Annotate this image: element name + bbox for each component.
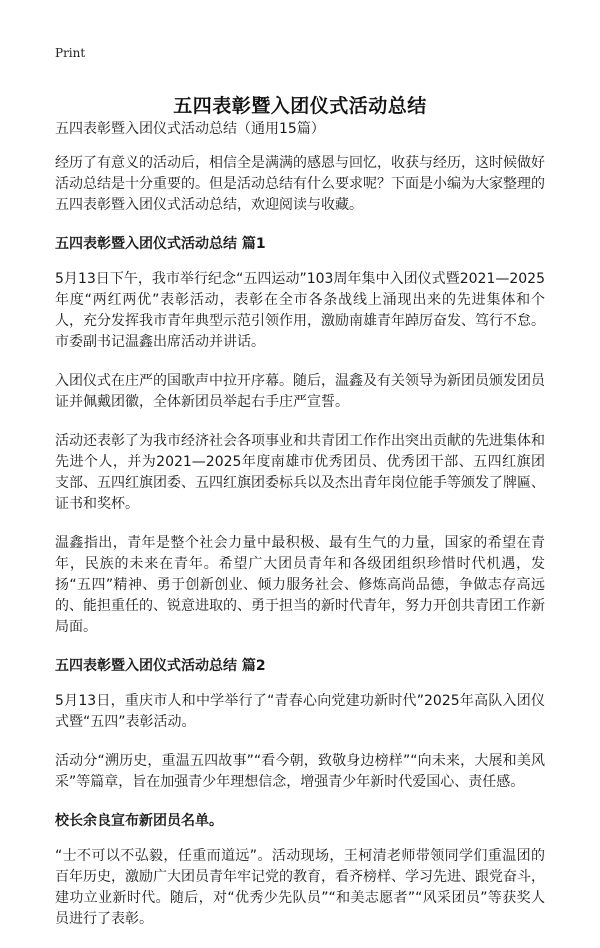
article-subtitle: 五四表彰暨入团仪式活动总结（通用15篇） bbox=[55, 121, 325, 137]
section-1-paragraph-3: 活动还表彰了为我市经济社会各项事业和共青团工作作出突出贡献的先进集体和先进个人，并为2021—2025年度南雄市优秀团员、优秀团干部、五四红旗团支部、五四红旗团委、五四红旗团委标兵以及杰出青年岗位能手等颁发了牌匾、证书和奖杯。 bbox=[55, 433, 545, 512]
print-link[interactable]: Print bbox=[55, 46, 86, 60]
section-heading-1: 五四表彰暨入团仪式活动总结 篇1 bbox=[55, 236, 266, 252]
section-2-paragraph-2: 活动分“溯历史，重温五四故事”“看今朝，致敬身边榜样”“向未来，大展和美风采”等篇章，旨在加强青少年理想信念，增强青少年新时代爱国心、责任感。 bbox=[55, 753, 545, 790]
section-heading-2: 五四表彰暨入团仪式活动总结 篇2 bbox=[55, 658, 266, 674]
section-heading-3: 校长余良宣布新团员名单。 bbox=[55, 813, 223, 829]
article-body bbox=[55, 119, 545, 948]
intro-paragraph: 经历了有意义的活动后，相信全是满满的感恩与回忆，收获与经历，这时候做好活动总结是十分重要的。但是活动总结有什么要求呢？下面是小编为大家整理的五四表彰暨入团仪式活动总结，欢迎阅读与收藏。 bbox=[55, 155, 545, 213]
section-1-paragraph-2: 入团仪式在庄严的国歌声中拉开序幕。随后，温鑫及有关领导为新团员颁发团员证并佩戴团徽，全体新团员举起右手庄严宣誓。 bbox=[55, 373, 545, 410]
section-3-paragraph-1: “士不可以不弘毅，任重而道远”。活动现场，王柯清老师带领同学们重温团的百年历史，激励广大团员青年牢记党的教育，看齐榜样、学习先进、跟党奋斗，建功立业新时代。随后，对“优秀少先队员”“和美志愿者”“风采团员”等获奖人员进行了表彰。 bbox=[55, 848, 545, 927]
section-2-paragraph-1: 5月13日，重庆市人和中学举行了“青春心向党建功新时代”2025年高队入团仪式暨“五四”表彰活动。 bbox=[55, 693, 545, 730]
section-1-paragraph-4: 温鑫指出，青年是整个社会力量中最积极、最有生气的力量，国家的希望在青年，民族的未来在青年。希望广大团员青年和各级团组织珍惜时代机遇，发扬“五四”精神、勇于创新创业、倾力服务社会、修炼高尚品德，争做志存高远的、能担重任的、锐意进取的、勇于担当的新时代青年，努力开创共青团工作新局面。 bbox=[55, 535, 545, 635]
section-1-paragraph-1: 5月13日下午，我市举行纪念“五四运动”103周年集中入团仪式暨2021—2025年度“两红两优”表彰活动，表彰在全市各条战线上涌现出来的先进集体和个人，充分发挥我市青年典型示范引领作用，激励南雄青年踔厉奋发、笃行不怠。市委副书记温鑫出席活动并讲话。 bbox=[55, 271, 545, 350]
page-title: 五四表彰暨入团仪式活动总结 bbox=[173, 94, 427, 117]
